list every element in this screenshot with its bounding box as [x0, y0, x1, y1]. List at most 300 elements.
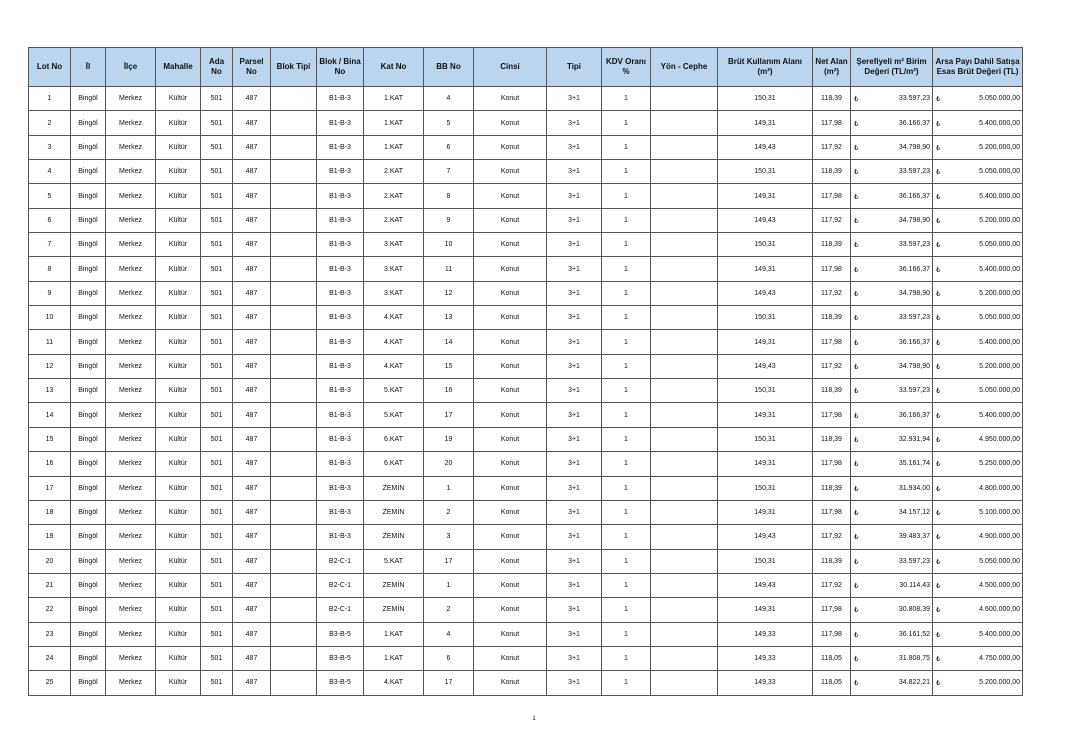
- table-cell: [271, 379, 317, 403]
- table-cell: [933, 208, 1023, 232]
- table-cell: [933, 500, 1023, 524]
- currency-symbol: ₺: [936, 412, 941, 420]
- table-cell: [851, 184, 933, 208]
- currency-symbol: ₺: [936, 315, 941, 323]
- table-cell: 487: [233, 622, 271, 646]
- table-cell: Bingöl: [71, 476, 106, 500]
- table-cell: Merkez: [106, 87, 156, 111]
- table-cell: 487: [233, 476, 271, 500]
- table-cell: 487: [233, 281, 271, 305]
- table-cell: B1-B-3: [317, 87, 364, 111]
- money-value: 33.597,23: [898, 557, 930, 565]
- table-cell: 5.KAT: [364, 403, 424, 427]
- table-cell: 1: [602, 452, 651, 476]
- money-value: 5.050.000,00: [979, 241, 1020, 249]
- money-value: 4.950.000,00: [979, 435, 1020, 443]
- table-cell: Kültür: [156, 598, 201, 622]
- table-cell: 3+1: [547, 135, 602, 159]
- table-cell: 3+1: [547, 330, 602, 354]
- currency-symbol: ₺: [854, 631, 859, 639]
- table-cell: B1-B-3: [317, 403, 364, 427]
- table-cell: Merkez: [106, 330, 156, 354]
- table-cell: 3+1: [547, 573, 602, 597]
- table-cell: Bingöl: [71, 111, 106, 135]
- money-value: 5.400.000,00: [979, 411, 1020, 419]
- table-cell: 17: [424, 403, 474, 427]
- table-cell: 3: [29, 135, 71, 159]
- table-cell: 1: [424, 573, 474, 597]
- table-cell: 4.KAT: [364, 330, 424, 354]
- table-cell: Konut: [474, 257, 547, 281]
- table-cell: Kültür: [156, 379, 201, 403]
- table-cell: [933, 403, 1023, 427]
- column-header: Yön - Cephe: [651, 48, 718, 87]
- table-cell: 117,98: [813, 622, 851, 646]
- table-cell: 3+1: [547, 549, 602, 573]
- table-cell: 501: [201, 452, 233, 476]
- table-cell: 3.KAT: [364, 257, 424, 281]
- money-value: 36.166,37: [898, 411, 930, 419]
- currency-symbol: ₺: [936, 144, 941, 152]
- table-cell: [271, 452, 317, 476]
- table-cell: 2.KAT: [364, 208, 424, 232]
- currency-symbol: ₺: [854, 607, 859, 615]
- table-cell: 118,39: [813, 549, 851, 573]
- table-row: [29, 184, 1023, 208]
- table-cell: 17: [29, 476, 71, 500]
- table-row: [29, 87, 1023, 111]
- table-cell: Bingöl: [71, 427, 106, 451]
- table-cell: Bingöl: [71, 403, 106, 427]
- currency-symbol: ₺: [936, 169, 941, 177]
- currency-symbol: ₺: [936, 485, 941, 493]
- currency-symbol: ₺: [936, 290, 941, 298]
- money-value: 5.200.000,00: [979, 362, 1020, 370]
- column-header: Arsa Payı Dahil Satışa Esas Brüt Değeri (TL): [933, 48, 1023, 87]
- table-cell: 2.KAT: [364, 160, 424, 184]
- table-cell: B3-B-5: [317, 622, 364, 646]
- table-cell: B1-B-3: [317, 525, 364, 549]
- currency-symbol: ₺: [854, 290, 859, 298]
- money-value: 5.400.000,00: [979, 192, 1020, 200]
- table-cell: 487: [233, 306, 271, 330]
- table-cell: [651, 573, 718, 597]
- table-row: [29, 573, 1023, 597]
- table-cell: 149,31: [718, 111, 813, 135]
- table-cell: Konut: [474, 379, 547, 403]
- table-cell: 10: [29, 306, 71, 330]
- table-cell: 2: [424, 598, 474, 622]
- table-cell: 3: [424, 525, 474, 549]
- currency-symbol: ₺: [854, 656, 859, 664]
- column-header: Tipi: [547, 48, 602, 87]
- table-cell: 18: [29, 500, 71, 524]
- table-cell: B1-B-3: [317, 500, 364, 524]
- money-value: 30.114,43: [899, 582, 930, 590]
- currency-symbol: ₺: [854, 120, 859, 128]
- table-cell: 501: [201, 427, 233, 451]
- money-value: 36.166,37: [898, 338, 930, 346]
- money-value: 36.161,52: [898, 630, 930, 638]
- table-cell: 3+1: [547, 500, 602, 524]
- table-row: [29, 622, 1023, 646]
- header-row: [29, 48, 1023, 87]
- table-cell: 16: [29, 452, 71, 476]
- table-cell: 11: [29, 330, 71, 354]
- page-number: 1: [532, 716, 536, 722]
- table-cell: Merkez: [106, 525, 156, 549]
- table-cell: 1: [602, 354, 651, 378]
- table-cell: Bingöl: [71, 135, 106, 159]
- currency-symbol: ₺: [936, 583, 941, 591]
- table-cell: 150,31: [718, 379, 813, 403]
- money-value: 5.200.000,00: [979, 289, 1020, 297]
- table-cell: ZEMİN: [364, 573, 424, 597]
- currency-symbol: ₺: [854, 266, 859, 274]
- money-value: 4.600.000,00: [979, 606, 1020, 614]
- table-cell: 118,39: [813, 476, 851, 500]
- table-cell: 2: [29, 111, 71, 135]
- table-cell: 1: [424, 476, 474, 500]
- column-header: Kat No: [364, 48, 424, 87]
- table-cell: B1-B-3: [317, 184, 364, 208]
- table-cell: Kültür: [156, 671, 201, 695]
- column-header: Parsel No: [233, 48, 271, 87]
- table-cell: 23: [29, 622, 71, 646]
- table-row: [29, 208, 1023, 232]
- table-cell: [851, 354, 933, 378]
- table-cell: 487: [233, 525, 271, 549]
- table-row: [29, 257, 1023, 281]
- table-cell: 1: [602, 281, 651, 305]
- table-cell: 3+1: [547, 184, 602, 208]
- table-cell: B1-B-3: [317, 160, 364, 184]
- currency-symbol: ₺: [854, 436, 859, 444]
- column-header: Ada No: [201, 48, 233, 87]
- table-cell: B1-B-3: [317, 233, 364, 257]
- table-row: [29, 427, 1023, 451]
- table-cell: Konut: [474, 646, 547, 670]
- table-cell: 487: [233, 257, 271, 281]
- table-cell: Kültür: [156, 476, 201, 500]
- table-cell: B1-B-3: [317, 306, 364, 330]
- table-row: [29, 330, 1023, 354]
- table-cell: Konut: [474, 452, 547, 476]
- table-cell: 501: [201, 403, 233, 427]
- table-cell: 20: [424, 452, 474, 476]
- table-cell: [851, 525, 933, 549]
- currency-symbol: ₺: [936, 436, 941, 444]
- currency-symbol: ₺: [854, 558, 859, 566]
- table-row: [29, 598, 1023, 622]
- table-cell: Konut: [474, 330, 547, 354]
- table-cell: 501: [201, 622, 233, 646]
- table-cell: 2: [424, 500, 474, 524]
- table-cell: 9: [424, 208, 474, 232]
- table-cell: Merkez: [106, 306, 156, 330]
- currency-symbol: ₺: [936, 96, 941, 104]
- table-cell: 487: [233, 354, 271, 378]
- table-cell: B1-B-3: [317, 281, 364, 305]
- table-cell: Merkez: [106, 622, 156, 646]
- table-cell: [651, 379, 718, 403]
- table-cell: [271, 598, 317, 622]
- table-cell: 149,43: [718, 135, 813, 159]
- table-cell: Merkez: [106, 573, 156, 597]
- table-cell: 117,98: [813, 330, 851, 354]
- column-header: İl: [71, 48, 106, 87]
- table-cell: 501: [201, 184, 233, 208]
- table-cell: B1-B-3: [317, 111, 364, 135]
- table-cell: Bingöl: [71, 354, 106, 378]
- table-cell: [851, 208, 933, 232]
- table-cell: 7: [424, 160, 474, 184]
- currency-symbol: ₺: [936, 388, 941, 396]
- table-cell: 487: [233, 549, 271, 573]
- table-cell: 149,43: [718, 208, 813, 232]
- table-cell: 10: [424, 233, 474, 257]
- currency-symbol: ₺: [936, 120, 941, 128]
- table-cell: Konut: [474, 306, 547, 330]
- table-cell: 4: [29, 160, 71, 184]
- table-cell: B1-B-3: [317, 452, 364, 476]
- table-cell: 3+1: [547, 208, 602, 232]
- table-cell: Merkez: [106, 452, 156, 476]
- table-cell: [651, 476, 718, 500]
- table-cell: Kültür: [156, 306, 201, 330]
- table-row: [29, 549, 1023, 573]
- table-cell: Konut: [474, 208, 547, 232]
- table-cell: [271, 184, 317, 208]
- table-cell: 1: [602, 622, 651, 646]
- table-cell: 1: [602, 500, 651, 524]
- table-cell: 149,31: [718, 598, 813, 622]
- table-cell: 117,92: [813, 354, 851, 378]
- table-cell: 1: [602, 233, 651, 257]
- table-cell: [271, 622, 317, 646]
- currency-symbol: ₺: [854, 339, 859, 347]
- table-cell: Bingöl: [71, 233, 106, 257]
- table-cell: 117,92: [813, 573, 851, 597]
- table-cell: Kültür: [156, 257, 201, 281]
- table-cell: [933, 573, 1023, 597]
- table-cell: 7: [29, 233, 71, 257]
- table-cell: 149,33: [718, 671, 813, 695]
- column-header: KDV Oranı %: [602, 48, 651, 87]
- table-cell: [851, 87, 933, 111]
- table-cell: 149,31: [718, 500, 813, 524]
- table-cell: 3+1: [547, 111, 602, 135]
- table-cell: 487: [233, 452, 271, 476]
- table-row: [29, 233, 1023, 257]
- table-cell: [271, 160, 317, 184]
- table-cell: 487: [233, 330, 271, 354]
- table-cell: 487: [233, 379, 271, 403]
- table-row: [29, 160, 1023, 184]
- table-cell: 1: [602, 427, 651, 451]
- column-header: Blok / Bina No: [317, 48, 364, 87]
- money-value: 5.400.000,00: [979, 338, 1020, 346]
- table-cell: 149,43: [718, 281, 813, 305]
- table-cell: 501: [201, 549, 233, 573]
- table-cell: 501: [201, 500, 233, 524]
- table-row: [29, 379, 1023, 403]
- table-cell: [651, 87, 718, 111]
- table-cell: Bingöl: [71, 306, 106, 330]
- table-cell: 5.KAT: [364, 549, 424, 573]
- lot-table: [28, 47, 1023, 696]
- table-cell: Kültür: [156, 281, 201, 305]
- table-cell: B3-B-5: [317, 671, 364, 695]
- money-value: 34.798,90: [898, 362, 930, 370]
- money-value: 33.597,23: [898, 168, 930, 176]
- table-cell: 117,98: [813, 184, 851, 208]
- table-cell: Merkez: [106, 671, 156, 695]
- money-value: 36.166,37: [898, 119, 930, 127]
- table-cell: [271, 281, 317, 305]
- table-cell: [933, 257, 1023, 281]
- table-cell: B2-C-1: [317, 598, 364, 622]
- table-cell: 150,31: [718, 476, 813, 500]
- table-cell: 1: [602, 525, 651, 549]
- table-cell: Merkez: [106, 184, 156, 208]
- table-cell: 19: [29, 525, 71, 549]
- currency-symbol: ₺: [936, 607, 941, 615]
- table-cell: [851, 500, 933, 524]
- table-cell: 501: [201, 281, 233, 305]
- table-cell: 3+1: [547, 622, 602, 646]
- table-cell: 118,39: [813, 87, 851, 111]
- table-cell: 118,39: [813, 379, 851, 403]
- table-cell: Bingöl: [71, 452, 106, 476]
- table-row: [29, 500, 1023, 524]
- currency-symbol: ₺: [854, 485, 859, 493]
- table-cell: 1: [602, 403, 651, 427]
- column-header: Şerefiyeli m² Birim Değeri (TL/m²): [851, 48, 933, 87]
- table-cell: Merkez: [106, 646, 156, 670]
- table-cell: [651, 184, 718, 208]
- table-cell: 3+1: [547, 306, 602, 330]
- money-value: 5.200.000,00: [979, 216, 1020, 224]
- table-cell: 3+1: [547, 646, 602, 670]
- table-cell: 501: [201, 257, 233, 281]
- column-header: İlçe: [106, 48, 156, 87]
- table-cell: 149,43: [718, 354, 813, 378]
- table-cell: Konut: [474, 403, 547, 427]
- table-cell: 1: [602, 160, 651, 184]
- money-value: 34.798,90: [898, 143, 930, 151]
- table-cell: Kültür: [156, 135, 201, 159]
- table-cell: [933, 330, 1023, 354]
- table-cell: ZEMİN: [364, 525, 424, 549]
- table-cell: Merkez: [106, 500, 156, 524]
- table-cell: [651, 208, 718, 232]
- table-cell: 8: [424, 184, 474, 208]
- table-cell: 487: [233, 598, 271, 622]
- table-cell: [651, 330, 718, 354]
- table-cell: 117,92: [813, 208, 851, 232]
- table-cell: Kültür: [156, 427, 201, 451]
- table-cell: 1: [602, 135, 651, 159]
- table-cell: Bingöl: [71, 622, 106, 646]
- table-cell: [651, 598, 718, 622]
- table-cell: Kültür: [156, 549, 201, 573]
- table-cell: 501: [201, 233, 233, 257]
- table-cell: [933, 135, 1023, 159]
- money-value: 5.200.000,00: [979, 143, 1020, 151]
- table-cell: 3+1: [547, 427, 602, 451]
- table-cell: 1.KAT: [364, 622, 424, 646]
- table-cell: 4.KAT: [364, 671, 424, 695]
- money-value: 36.166,37: [898, 192, 930, 200]
- column-header: BB No: [424, 48, 474, 87]
- table-cell: 3+1: [547, 671, 602, 695]
- table-cell: [271, 500, 317, 524]
- table-row: [29, 452, 1023, 476]
- table-cell: 15: [424, 354, 474, 378]
- money-value: 5.100.000,00: [979, 509, 1020, 517]
- money-value: 34.822,21: [898, 679, 930, 687]
- table-cell: Kültür: [156, 160, 201, 184]
- table-cell: Kültür: [156, 233, 201, 257]
- table-cell: 501: [201, 135, 233, 159]
- table-cell: Bingöl: [71, 87, 106, 111]
- table-cell: 1: [602, 573, 651, 597]
- table-cell: 3+1: [547, 476, 602, 500]
- table-cell: [271, 233, 317, 257]
- table-cell: 3+1: [547, 452, 602, 476]
- table-cell: B1-B-3: [317, 427, 364, 451]
- table-cell: Konut: [474, 233, 547, 257]
- table-cell: 118,39: [813, 160, 851, 184]
- table-cell: Kültür: [156, 573, 201, 597]
- table-cell: [933, 379, 1023, 403]
- table-cell: Konut: [474, 160, 547, 184]
- table-cell: Kültür: [156, 646, 201, 670]
- currency-symbol: ₺: [854, 315, 859, 323]
- table-cell: 1.KAT: [364, 646, 424, 670]
- table-cell: 3+1: [547, 257, 602, 281]
- money-value: 33.597,23: [898, 95, 930, 103]
- table-cell: Konut: [474, 549, 547, 573]
- table-cell: 149,31: [718, 452, 813, 476]
- money-value: 34.157,12: [898, 509, 930, 517]
- table-row: [29, 403, 1023, 427]
- currency-symbol: ₺: [854, 217, 859, 225]
- table-cell: 1: [602, 598, 651, 622]
- currency-symbol: ₺: [936, 193, 941, 201]
- currency-symbol: ₺: [936, 461, 941, 469]
- table-cell: 118,39: [813, 306, 851, 330]
- money-value: 4.500.000,00: [979, 582, 1020, 590]
- table-cell: Merkez: [106, 427, 156, 451]
- table-cell: 487: [233, 403, 271, 427]
- table-cell: [651, 281, 718, 305]
- table-cell: B1-B-3: [317, 330, 364, 354]
- table-cell: 150,31: [718, 160, 813, 184]
- table-cell: Bingöl: [71, 598, 106, 622]
- table-cell: 501: [201, 379, 233, 403]
- table-cell: 3+1: [547, 379, 602, 403]
- table-cell: 1: [602, 257, 651, 281]
- table-cell: B1-B-3: [317, 135, 364, 159]
- table-cell: Merkez: [106, 549, 156, 573]
- table-cell: 149,33: [718, 622, 813, 646]
- table-cell: 6.KAT: [364, 427, 424, 451]
- money-value: 31.808,75: [898, 655, 930, 663]
- table-cell: 13: [29, 379, 71, 403]
- table-cell: Konut: [474, 671, 547, 695]
